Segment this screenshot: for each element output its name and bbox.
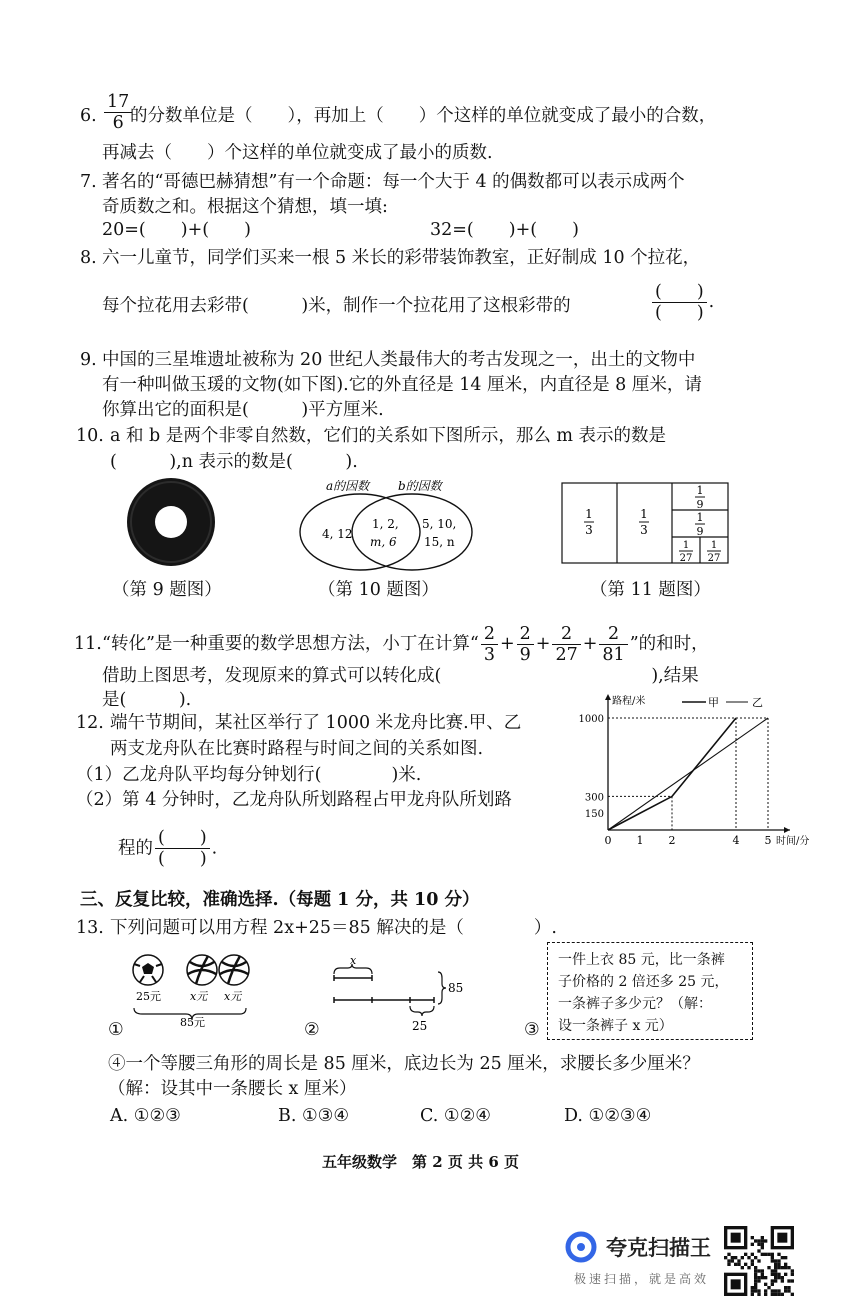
x-tick-5: 5 <box>764 834 772 847</box>
q8-line2: 每个拉花用去彩带( )米，制作一个拉花用了这根彩带的 <box>102 296 571 316</box>
volleyball-icon <box>187 955 217 985</box>
q11-line2: 借助上图思考，发现原来的算式可以转化成( ),结果 <box>102 666 699 686</box>
q8-fraction: $\frac{( )}{( )}$ . <box>650 282 714 323</box>
venn-mid-1: 1, 2, <box>372 517 399 531</box>
q6-number: 6. <box>80 106 97 126</box>
q7-number: 7. <box>80 172 97 192</box>
q6-line2: 再减去（ ）个这样的单位就变成了最小的质数. <box>102 143 493 163</box>
soccer-ball-icon <box>133 955 163 985</box>
y-tick-150: 150 <box>584 809 604 821</box>
q12-sub2: （2）第 4 分钟时，乙龙舟队所划路程占甲龙舟队所划路 <box>76 790 512 810</box>
legend-yi: 乙 <box>752 696 763 709</box>
x-axis-label: 时间/分 <box>776 836 810 847</box>
svg-text:1: 1 <box>585 507 593 521</box>
q13-option-d: D. ①②③④ <box>564 1106 652 1126</box>
svg-text:3: 3 <box>640 523 648 537</box>
q13-fig1-marker: ① <box>108 1020 124 1040</box>
y-axis-arrow <box>605 694 611 700</box>
q12-number: 12. <box>76 713 104 733</box>
q6-fraction: $\frac{17}{6}$ <box>102 92 134 133</box>
svg-text:85: 85 <box>448 981 464 995</box>
svg-text:27: 27 <box>679 553 693 564</box>
q8-line1: 六一儿童节，同学们买来一根 5 米长的彩带装饰教室，正好制成 10 个拉花， <box>102 248 701 268</box>
q9-line1: 中国的三星堆遗址被称为 20 世纪人类最伟大的考古发现之一，出土的文物中 <box>102 350 696 370</box>
x-tick-0: 0 <box>604 834 612 847</box>
svg-text:x元: x元 <box>190 990 208 1003</box>
venn-right-1: 5, 10, <box>422 517 457 531</box>
x-tick-4: 4 <box>732 834 740 847</box>
scanner-brand: 夸克扫描王 <box>606 1236 711 1260</box>
y-axis-label: 路程/米 <box>612 696 646 707</box>
venn-mid-2: m, 6 <box>370 535 397 549</box>
page-footer: 五年级数学 第 2 页 共 6 页 <box>322 1153 519 1171</box>
scanner-slogan: 极速扫描，就是高效 <box>574 1272 710 1286</box>
q8-number: 8. <box>80 248 97 268</box>
q12-sub1: （1）乙龙舟队平均每分钟划行( )米. <box>76 765 422 785</box>
q13-option-c: C. ①②④ <box>420 1106 491 1126</box>
svg-text:1: 1 <box>696 511 704 524</box>
q9-number: 9. <box>80 350 97 370</box>
q12-line1: 端午节期间，某社区举行了 1000 米龙舟比赛.甲、乙 <box>110 713 522 733</box>
q13-fig2-marker: ② <box>304 1020 320 1040</box>
q10-number: 10. <box>76 426 104 446</box>
svg-text:1: 1 <box>710 540 718 551</box>
x-axis-arrow <box>784 827 790 833</box>
q11-line3: 是( ). <box>102 690 192 710</box>
jade-ring-figure <box>125 476 217 568</box>
fig11-caption: （第 11 题图） <box>590 580 711 600</box>
venn-diagram <box>296 476 480 576</box>
svg-text:1: 1 <box>696 484 704 497</box>
svg-text:1: 1 <box>640 507 648 521</box>
q7-blank-32: 32=( )+( ) <box>430 220 579 240</box>
q7-blank-20: 20=( )+( ) <box>102 220 251 240</box>
q11-line1: “转化”是一种重要的数学思想方法，小丁在计算“ $\frac{2}{3}$ + $\frac{2}{9}$ + $\frac{2}{27}$ + $\frac{2}{81}$ ”的和时， <box>102 624 709 665</box>
q6-line1: 的分数单位是（ ），再加上（ ）个这样的单位就变成了最小的合数， <box>130 106 717 126</box>
fraction-grid <box>561 482 729 564</box>
venn-label-a: a的因数 <box>326 479 370 493</box>
venn-right-2: 15, n <box>424 535 455 549</box>
distance-time-chart <box>572 690 810 860</box>
quark-logo-icon <box>566 1232 596 1262</box>
svg-text:25元: 25元 <box>136 990 161 1003</box>
q12-line2: 两支龙舟队在比赛时路程与时间之间的关系如图. <box>110 739 484 759</box>
svg-text:85元: 85元 <box>180 1016 205 1029</box>
x-tick-2: 2 <box>668 834 676 847</box>
q13-fig2-segments <box>318 952 468 1036</box>
q7-line1: 著名的“哥德巴赫猜想”有一个命题：每一个大于 4 的偶数都可以表示成两个 <box>102 172 685 192</box>
q9-line2: 有一种叫做玉瑗的文物(如下图).它的外直径是 14 厘米，内直径是 8 厘米，请 <box>102 375 702 395</box>
q13-line1: 下列问题可以用方程 2x+25＝85 解决的是（ ）. <box>110 918 557 938</box>
q11-number: 11. <box>74 634 102 654</box>
fig10-caption: （第 10 题图） <box>318 580 439 600</box>
q13-item4-line2: （解：设其中一条腰长 x 厘米） <box>108 1079 357 1099</box>
section3-title: 三、反复比较，准确选择.（每题 1 分，共 10 分） <box>80 890 480 910</box>
y-tick-1000: 1000 <box>578 714 604 725</box>
q13-option-b: B. ①③④ <box>278 1106 350 1126</box>
q13-item4-line1: ④一个等腰三角形的周长是 85 厘米，底边长为 25 厘米，求腰长多少厘米？ <box>108 1054 700 1074</box>
svg-text:1: 1 <box>682 540 690 551</box>
qr-code <box>724 1226 794 1296</box>
svg-text:3: 3 <box>585 523 593 537</box>
venn-label-b: b的因数 <box>398 479 442 493</box>
q13-number: 13. <box>76 918 104 938</box>
series-line-1 <box>608 718 768 830</box>
q7-line2: 奇质数之和。根据这个猜想，填一填: <box>102 197 388 217</box>
svg-text:9: 9 <box>696 498 704 511</box>
q13-fig3-marker: ③ <box>524 1020 540 1040</box>
q10-line1: a 和 b 是两个非零自然数，它们的关系如下图所示，那么 m 表示的数是 <box>110 426 667 446</box>
q10-line2: ( ),n 表示的数是( ). <box>110 452 358 472</box>
legend-jia: 甲 <box>708 696 719 709</box>
volleyball-icon <box>219 955 249 985</box>
fig9-caption: （第 9 题图） <box>112 580 222 600</box>
svg-text:25: 25 <box>412 1019 428 1033</box>
q12-sub2b: 程的 $\frac{( )}{( )}$ . <box>118 828 218 869</box>
q13-option-a: A. ①②③ <box>110 1106 181 1126</box>
q13-fig1-balls <box>122 952 262 1030</box>
svg-text:27: 27 <box>707 553 721 564</box>
venn-left: 4, 12 <box>322 527 353 541</box>
svg-text:x元: x元 <box>224 990 242 1003</box>
x-tick-1: 1 <box>636 834 644 847</box>
q13-fig3-box: 一件上衣 85 元，比一条裤 子价格的 2 倍还多 25 元， 一条裤子多少元？（解： 设一条裤子 x 元） <box>547 942 753 1040</box>
svg-text:9: 9 <box>696 525 704 538</box>
q9-line3: 你算出它的面积是( )平方厘米. <box>102 400 384 420</box>
y-tick-300: 300 <box>584 792 604 804</box>
svg-text:x: x <box>350 954 357 967</box>
